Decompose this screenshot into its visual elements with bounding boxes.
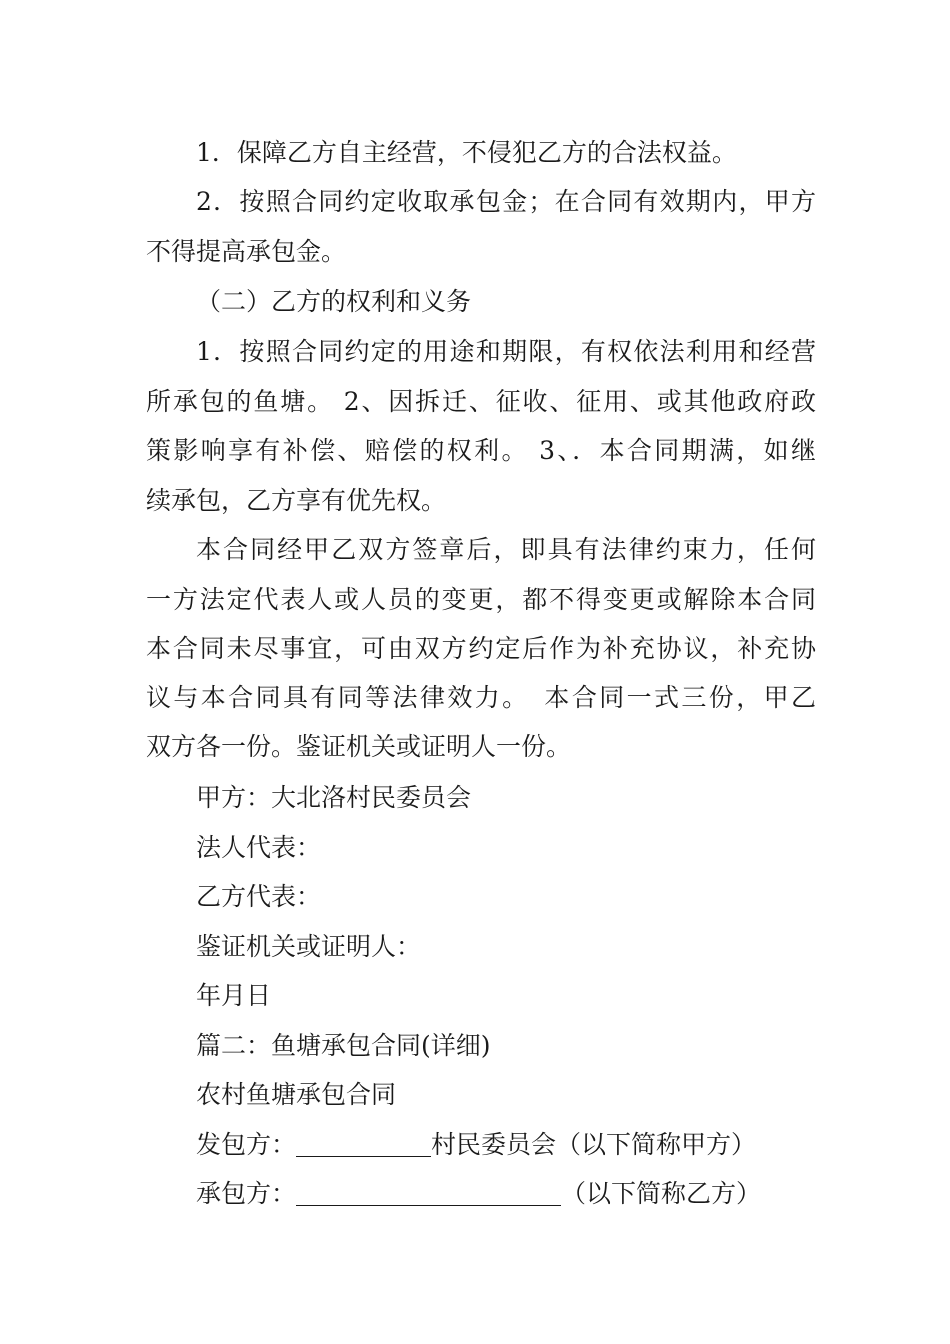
contractee-label: 承包方： bbox=[196, 1179, 297, 1208]
paragraph-line: 策影响享有补偿、赔偿的权利。 3、．本合同期满，如继 bbox=[146, 436, 816, 465]
party-b-representative-line: 乙方代表： bbox=[196, 882, 322, 911]
contractor-blank bbox=[296, 1126, 431, 1157]
contractee-blank bbox=[296, 1175, 561, 1206]
contractor-suffix: 村民委员会（以下简称甲方） bbox=[431, 1130, 757, 1159]
paragraph-line: 1．按照合同约定的用途和期限，有权依法利用和经营 bbox=[196, 337, 816, 366]
legal-representative-line: 法人代表： bbox=[196, 833, 322, 862]
paragraph-line: 所承包的鱼塘。 2、因拆迁、征收、征用、或其他政府政 bbox=[146, 387, 816, 416]
contract-title: 农村鱼塘承包合同 bbox=[196, 1080, 397, 1109]
paragraph-line: 议与本合同具有同等法律效力。 本合同一式三份，甲乙 bbox=[146, 683, 816, 712]
paragraph-line: 续承包，乙方享有优先权。 bbox=[146, 486, 447, 515]
paragraph-line: 2．按照合同约定收取承包金；在合同有效期内，甲方 bbox=[196, 187, 816, 216]
party-a-line: 甲方：大北洛村民委员会 bbox=[196, 783, 472, 812]
paragraph-line: 不得提高承包金。 bbox=[146, 237, 347, 266]
paragraph-line: 本合同经甲乙双方签章后，即具有法律约束力，任何 bbox=[196, 535, 816, 564]
paragraph-line: 本合同未尽事宜，可由双方约定后作为补充协议，补充协 bbox=[146, 634, 816, 663]
paragraph-line: 一方法定代表人或人员的变更，都不得变更或解除本合同 bbox=[146, 585, 816, 614]
contractee-suffix: （以下简称乙方） bbox=[561, 1179, 762, 1208]
paragraph-line: 双方各一份。鉴证机关或证明人一份。 bbox=[146, 732, 572, 761]
witness-line: 鉴证机关或证明人： bbox=[196, 932, 422, 961]
contractee-line bbox=[196, 1169, 816, 1219]
paragraph-line: 1．保障乙方自主经营，不侵犯乙方的合法权益。 bbox=[196, 138, 737, 167]
contractor-label: 发包方： bbox=[196, 1130, 297, 1159]
chapter-heading: 篇二：鱼塘承包合同(详细) bbox=[196, 1031, 491, 1060]
date-line: 年月日 bbox=[196, 981, 272, 1010]
contractor-line bbox=[196, 1120, 816, 1170]
section-heading: （二）乙方的权利和义务 bbox=[196, 287, 472, 316]
